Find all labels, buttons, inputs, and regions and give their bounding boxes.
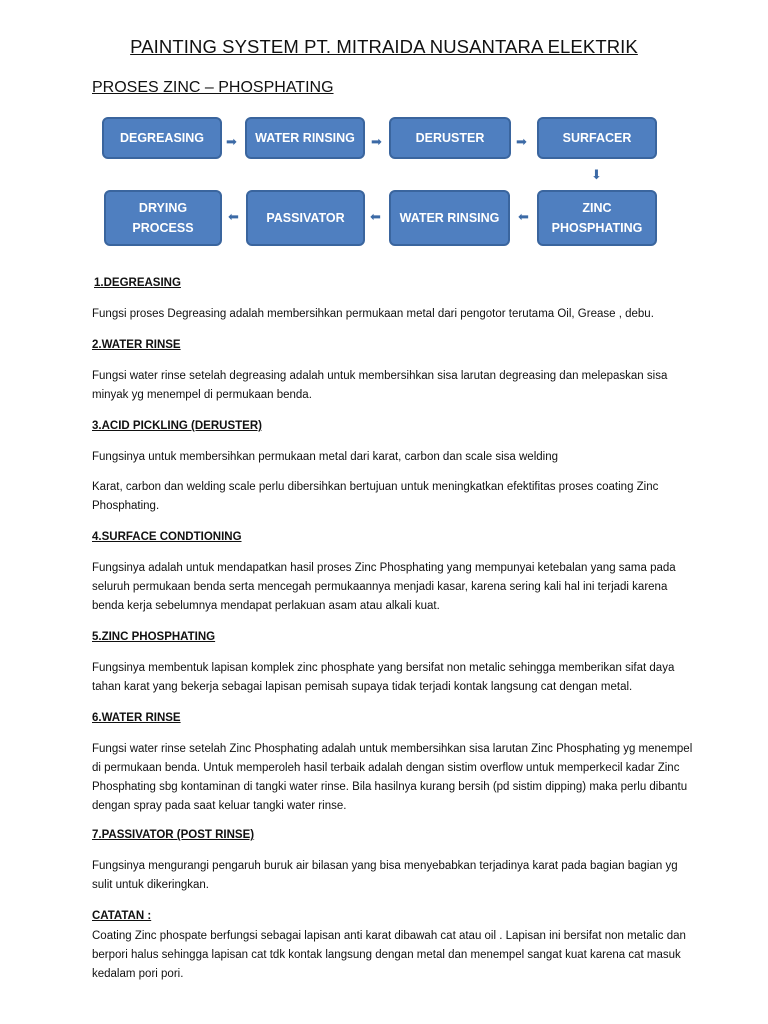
arrow-right-icon: ➡: [371, 134, 382, 149]
document-title: PAINTING SYSTEM PT. MITRAIDA NUSANTARA ELEKTRIK: [130, 36, 638, 57]
flow-step-surfacer: SURFACER: [537, 117, 657, 159]
section-heading: 4.SURFACE CONDTIONING: [92, 531, 242, 543]
section-heading: 2.WATER RINSE: [92, 339, 181, 351]
flow-step-passivator: PASSIVATOR: [246, 190, 365, 246]
flow-step-deruster: DERUSTER: [389, 117, 511, 159]
section-paragraph: Fungsinya membentuk lapisan komplek zinc phosphate yang bersifat non metalic sehingga memberikan sifat daya tahan karat yang bekerja sebagai lapisan pemisah supaya tidak terjadi kontak langsung cat dengan metal.: [92, 662, 675, 693]
flow-step-water-rinsing-2: WATER RINSING: [389, 190, 510, 246]
section-paragraph: Fungsi water rinse setelah degreasing adalah untuk membersihkan sisa larutan degreasing dan melepaskan sisa minyak yg menempel di permukaan benda.: [92, 370, 668, 401]
flow-step-water-rinsing: WATER RINSING: [245, 117, 365, 159]
section-paragraph: Fungsinya untuk membersihkan permukaan metal dari karat, carbon dan scale sisa welding: [92, 451, 558, 463]
section-heading: 5.ZINC PHOSPHATING: [92, 631, 216, 643]
section-paragraph: Fungsinya adalah untuk mendapatkan hasil proses Zinc Phosphating yang mempunyai ketebalan yang sama pada seluruh permukaan benda serta mencegah permukaannya menjadi kasar, karena sering kali hal ini terjadi karena benda kerja sebelumnya mendapat perlakuan asam atau alkali kuat.: [92, 562, 676, 612]
arrow-right-icon: ➡: [226, 134, 237, 149]
arrow-left-icon: ⬅: [228, 209, 239, 224]
note-heading: CATATAN :: [92, 910, 152, 922]
section-heading: 6.WATER RINSE: [92, 712, 181, 724]
note-paragraph: Coating Zinc phospate berfungsi sebagai lapisan anti karat dibawah cat atau oil . Lapisan ini bersifat non metalic dan berpori halus sehingga lapisan cat tdk kontak langsung dengan metal dan menempel sangat kuat karena cat masuk kedalam pori pori.: [92, 930, 686, 980]
flow-step-drying-process: DRYING PROCESS: [104, 190, 222, 246]
arrow-right-icon: ➡: [516, 134, 527, 149]
arrow-left-icon: ⬅: [370, 209, 381, 224]
flow-step-degreasing: DEGREASING: [102, 117, 222, 159]
flow-step-zinc-phosphating: ZINC PHOSPHATING: [537, 190, 657, 246]
arrow-left-icon: ⬅: [518, 209, 529, 224]
section-paragraph: Fungsinya mengurangi pengaruh buruk air bilasan yang bisa menyebabkan terjadinya karat pada bagian bagian yg sulit untuk dikeringkan.: [92, 860, 678, 891]
section-heading: 3.ACID PICKLING (DERUSTER): [92, 420, 262, 432]
section-paragraph: Karat, carbon dan welding scale perlu dibersihkan bertujuan untuk meningkatkan efektifitas proses coating Zinc Phosphating.: [92, 481, 659, 512]
process-flow-diagram: [0, 0, 768, 260]
section-paragraph: Fungsi water rinse setelah Zinc Phosphating adalah untuk membersihkan sisa larutan Zinc Phosphating yg menempel di permukaan benda. Untuk memperoleh hasil terbaik adalah dengan sistim overflow untuk memperkecil kadar Zinc Phosphating sbg kontaminan di tangki water rinse. Bila hasilnya kurang bersih (pd sistim dipping) maka perlu dibantu dengan spray pada saat keluar tangki water rinse.: [92, 743, 693, 812]
section-heading: 7.PASSIVATOR (POST RINSE): [92, 829, 255, 841]
arrow-down-icon: ⬇: [591, 167, 602, 182]
document-subtitle: PROSES ZINC – PHOSPHATING: [92, 79, 334, 96]
section-paragraph: Fungsi proses Degreasing adalah membersihkan permukaan metal dari pengotor terutama Oil, Grease , debu.: [92, 308, 654, 320]
section-heading: 1.DEGREASING: [94, 277, 181, 289]
